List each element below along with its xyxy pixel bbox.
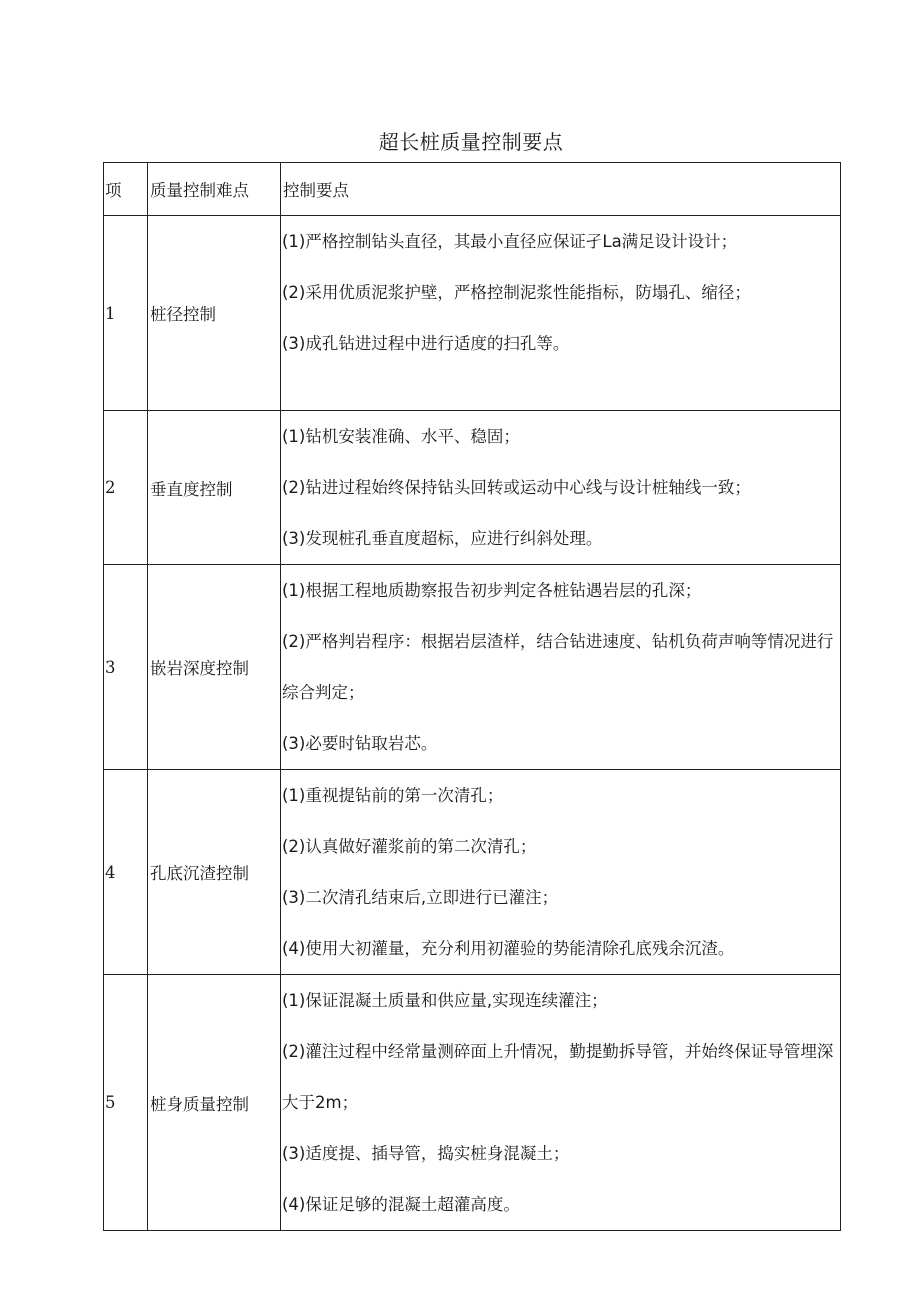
row-difficulty: 孔底沉渣控制 [148,770,281,975]
row-index: 1 [104,216,148,411]
row-difficulty: 桩身质量控制 [148,975,281,1231]
table-row [104,975,841,1231]
control-point: (1)严格控制钻头直径，其最小直径应保证孑La满足设计设计； [282,232,738,251]
control-point: (3)二次清孔结束后,立即进行已灌注； [282,888,559,907]
control-point: (3)必要时钻取岩芯。 [282,734,438,753]
row-control-points [281,565,841,770]
control-point: (1)根据工程地质勘察报告初步判定各桩钻遇岩层的孔深； [282,581,702,600]
quality-control-table [103,162,841,1231]
table-row [104,565,841,770]
control-point: (3)发现桩孔垂直度超标，应进行纠斜处理。 [282,529,603,548]
table-row [104,411,841,565]
row-control-points [281,411,841,565]
control-point: (3)成孔钻进过程中进行适度的扫孔等。 [282,334,570,353]
control-point: (2)采用优质泥浆护壁，严格控制泥浆性能指标，防塌孔、缩径； [282,283,751,302]
control-point: (3)适度提、插导管，捣实桩身混凝土； [282,1144,570,1163]
control-point: (1)重视提钻前的第一次清孔； [282,786,504,805]
table-row [104,770,841,975]
control-point: (2)钻进过程始终保持钻头回转或运动中心线与设计桩轴线一致； [282,478,751,497]
header-control-points: 控制要点 [281,163,841,216]
row-difficulty: 桩径控制 [148,216,281,411]
control-point: (2)认真做好灌浆前的第二次清孔； [282,837,537,856]
table-row [104,216,841,411]
row-difficulty: 垂直度控制 [148,411,281,565]
row-difficulty: 嵌岩深度控制 [148,565,281,770]
control-point: (4)保证足够的混凝土超灌高度。 [282,1195,520,1214]
row-control-points [281,216,841,411]
control-point: (2)严格判岩程序：根据岩层渣样，结合钻进速度、钻机负荷声响等情况进行综合判定； [282,632,834,702]
control-point: (2)灌注过程中经常量测碎面上升情况，勤提勤拆导管，并始终保证导管埋深大于2m； [282,1042,834,1112]
row-index: 3 [104,565,148,770]
control-point: (1)钻机安装准确、水平、稳固； [282,427,520,446]
document-title: 超长桩质量控制要点 [378,130,564,154]
row-index: 5 [104,975,148,1231]
row-index: 4 [104,770,148,975]
row-index: 2 [104,411,148,565]
table-header-row [104,163,841,216]
control-point: (1)保证混凝土质量和供应量,实现连续灌注； [282,991,608,1010]
header-index: 项 [104,163,148,216]
row-control-points [281,770,841,975]
row-control-points [281,975,841,1231]
header-difficulty: 质量控制难点 [148,163,281,216]
control-point: (4)使用大初灌量，充分利用初灌验的势能清除孔底残余沉渣。 [282,939,735,958]
